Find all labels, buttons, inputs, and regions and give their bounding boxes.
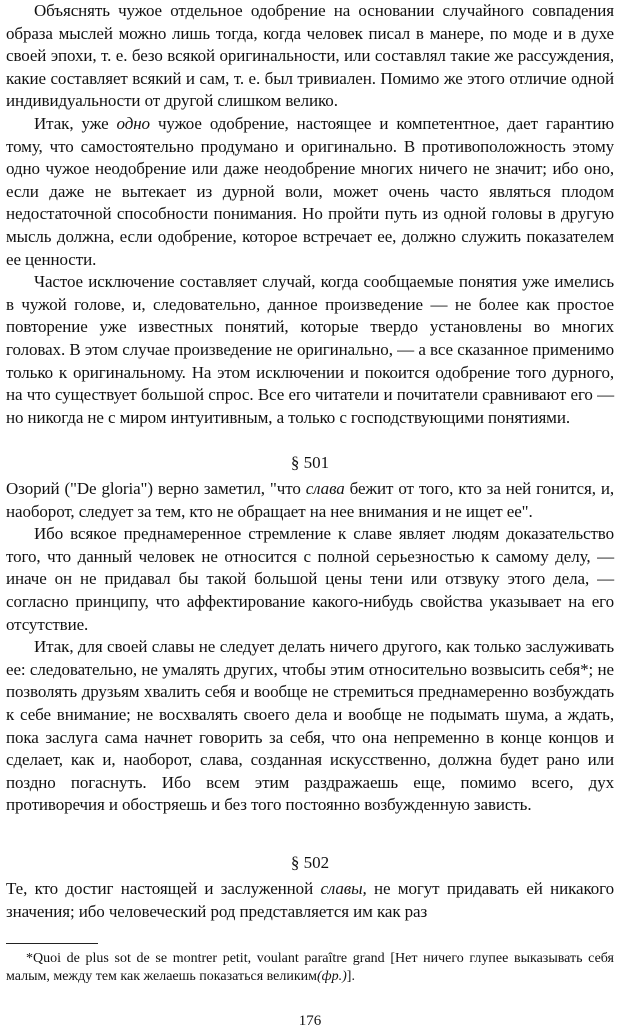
emphasis: слава [305,479,345,498]
paragraph [6,478,614,523]
paragraph [6,878,614,923]
paragraph: Частое исключение составляет случай, когда сообщаемые понятия уже имелись в чужой голове, и, следовательно, данное произведение — не более как простое повторение уже известных понятий, которые твердо установлены во многих головах. В этом случае произведение не оригинально, — а все сказанное применимо только к оригинальному. На этом исключении и покоится одобрение того дурного, на что существует большой спрос. Все его читатели и почитатели сравнивают его — но никогда не с миром интуитивным, а только с господствующими понятиями. [6,272,614,427]
text-run: Озорий ("De gloria") верно заметил, "что [6,479,306,498]
text-block-top [6,0,614,429]
text-run: не могут придавать ей никакого значения; ибо человеческий род представляется им как раз [6,879,615,921]
paragraph: Ибо всякое преднамеренное стремление к славе являет людям доказательство того, что данный человек не относится с полной серьезностью к самому делу, — иначе он не придавал бы такой большой цены тени или отзвуку этого дела, — согласно принципу, что аффектирование какого-нибудь свойства указывает на его отсутствие. [6,524,614,634]
footnote [6,950,614,986]
text-block-502 [6,878,614,923]
footnote-emphasis: (фр.) [317,969,347,984]
section-heading-502: § 502 [290,853,330,872]
text-run: Итак, уже [34,113,117,133]
footnote-text: *Quoi de plus sot de se montrer petit, voulant paraître grand [Нет ничего глупее выказывать себя малым, между тем как желаешь показаться великим [6,951,614,984]
paragraph [6,113,614,271]
footnote-divider [6,943,98,944]
text-run: Те, кто достиг настоящей и заслуженной [6,879,321,898]
footnote-end: ]. [346,969,355,984]
section-heading-501: § 501 [290,453,330,472]
text-run: чужое одобрение, настоящее и компетентное, дает гарантию тому, что самостоятельно продумано и оригинально. В противоположность этому одно чужое неодобрение или даже неодобрение многих ничего не значит; ибо оно, если даже не вытекает из дурной воли, может очень часто являться плодом недостаточной способности понимания. Но пройти путь из одной головы в другую мысль должна, если одобрение, которое встречает ее, должно служить показателем ее ценности. [6,113,614,269]
page-number: 176 [298,1013,322,1029]
text-block-501 [6,478,614,817]
text-run: бежит от того, кто за ней гонится, и, наоборот, следует за тем, кто не обращает на нее внимания и не ищет ее". [6,479,614,521]
paragraph: Итак, для своей славы не следует делать ничего другого, как только заслуживать ее: следовательно, не умалять других, чтобы этим относительно возвысить себя*; не позволять друзьям хвалить себя и вообще не стремиться преднамеренно возбуждать к себе внимание; не восхвалять своего дела и вообще не подымать шума, а ждать, пока заслуга сама начнет говорить за себя, что она непременно в конце концов и сделает, как и, наоборот, слава, созданная искусственно, должна будет рано или поздно погаснуть. Ибо всем этим раздражаешь еще, помимо всего, дух противоречия и обостряешь и без того постоянно возбужденную зависть. [6,637,614,815]
paragraph: Объяснять чужое отдельное одобрение на основании случайного совпадения образа мыслей можно лишь тогда, когда человек писал в манере, по моде и в духе своей эпохи, т. е. безо всякой оригинальности, или составлял такие же рассуждения, какие составляет всякий и сам, т. е. был тривиален. Помимо же этого отличие одной индивидуальности от другой слишком велико. [6,1,614,111]
emphasis: славы, [320,879,367,898]
emphasis: одно [116,113,150,133]
